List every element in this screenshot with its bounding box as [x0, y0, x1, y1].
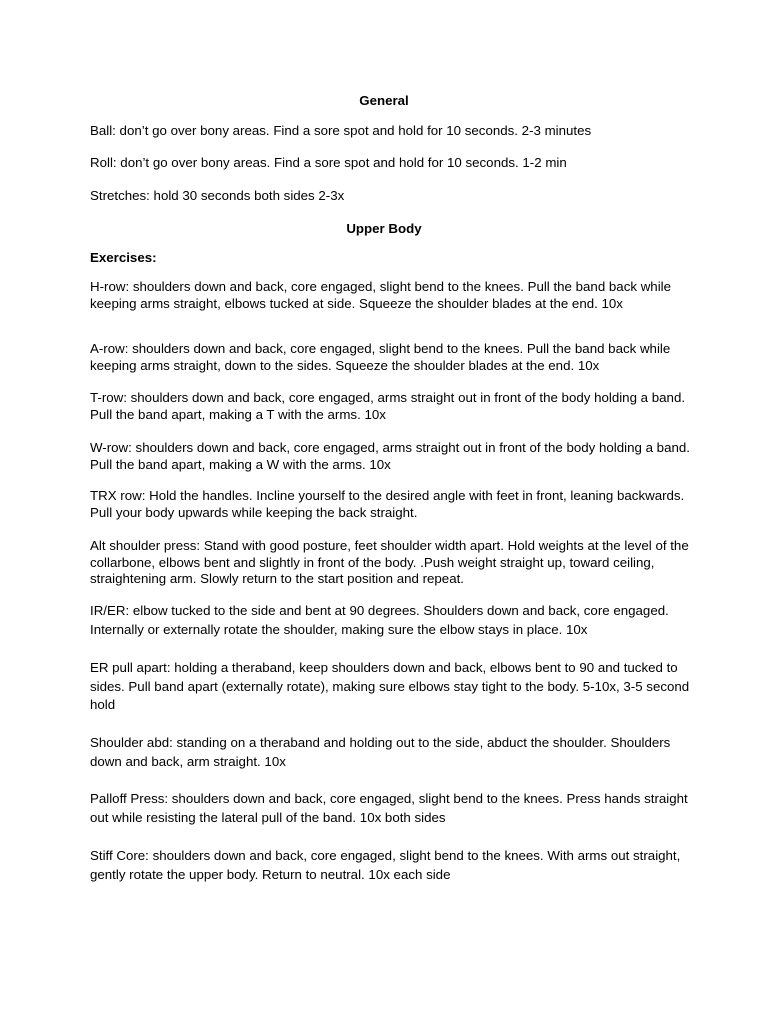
exercise-stiff-core: Stiff Core: shoulders down and back, core engaged, slight bend to the knees. With arms out straight, gently rotate the upper body. Return to neutral. 10x each side [90, 848, 681, 882]
exercise-er-pull-apart: ER pull apart: holding a theraband, keep shoulders down and back, elbows bent to 90 and tucked to sides. Pull band apart (externally rotate), making sure elbows stay tight to the body. 5-10x, 3-5 second hold [90, 660, 690, 712]
exercise-alt-shoulder-press: Alt shoulder press: Stand with good posture, feet shoulder width apart. Hold weights at the level of the collarbone, elbows bent and slightly in front of the body. .Push weight straight up, toward ceiling, straightening arm. Slowly return to the start position and repeat. [90, 538, 689, 586]
exercises-label: Exercises: [90, 250, 157, 265]
exercise-a-row: A-row: shoulders down and back, core engaged, slight bend to the knees. Pull the band back while keeping arms straight, down to the sides. Squeeze the shoulder blades at the end. 10x [90, 341, 671, 373]
exercise-shoulder-abd: Shoulder abd: standing on a theraband and holding out to the side, abduct the shoulder. Shoulders down and back, arm straight. 10x [90, 735, 671, 769]
exercise-w-row: W-row: shoulders down and back, core engaged, arms straight out in front of the body holding a band. Pull the band apart, making a W with the arms. 10x [90, 440, 690, 472]
exercise-h-row: H-row: shoulders down and back, core engaged, slight bend to the knees. Pull the band back while keeping arms straight, elbows tucked at side. Squeeze the shoulder blades at the end. 10x [90, 279, 671, 311]
exercise-trx-row: TRX row: Hold the handles. Incline yourself to the desired angle with feet in front, leaning backwards. Pull your body upwards while keeping the back straight. [90, 488, 685, 520]
exercise-palloff-press: Palloff Press: shoulders down and back, core engaged, slight bend to the knees. Press hands straight out while resisting the lateral pull of the band. 10x both sides [90, 791, 688, 825]
upper-body-heading: Upper Body [346, 221, 422, 236]
general-heading: General [359, 93, 409, 108]
general-item-roll: Roll: don’t go over bony areas. Find a sore spot and hold for 10 seconds. 1-2 min [90, 155, 567, 170]
exercise-ir-er: IR/ER: elbow tucked to the side and bent at 90 degrees. Shoulders down and back, core engaged. Internally or externally rotate the shoulder, making sure the elbow stays in place. 10x [90, 603, 669, 637]
general-item-ball: Ball: don’t go over bony areas. Find a sore spot and hold for 10 seconds. 2-3 minutes [90, 123, 592, 138]
exercise-t-row: T-row: shoulders down and back, core engaged, arms straight out in front of the body holding a band. Pull the band apart, making a T with the arms. 10x [90, 390, 686, 422]
general-item-stretches: Stretches: hold 30 seconds both sides 2-3x [90, 188, 345, 203]
